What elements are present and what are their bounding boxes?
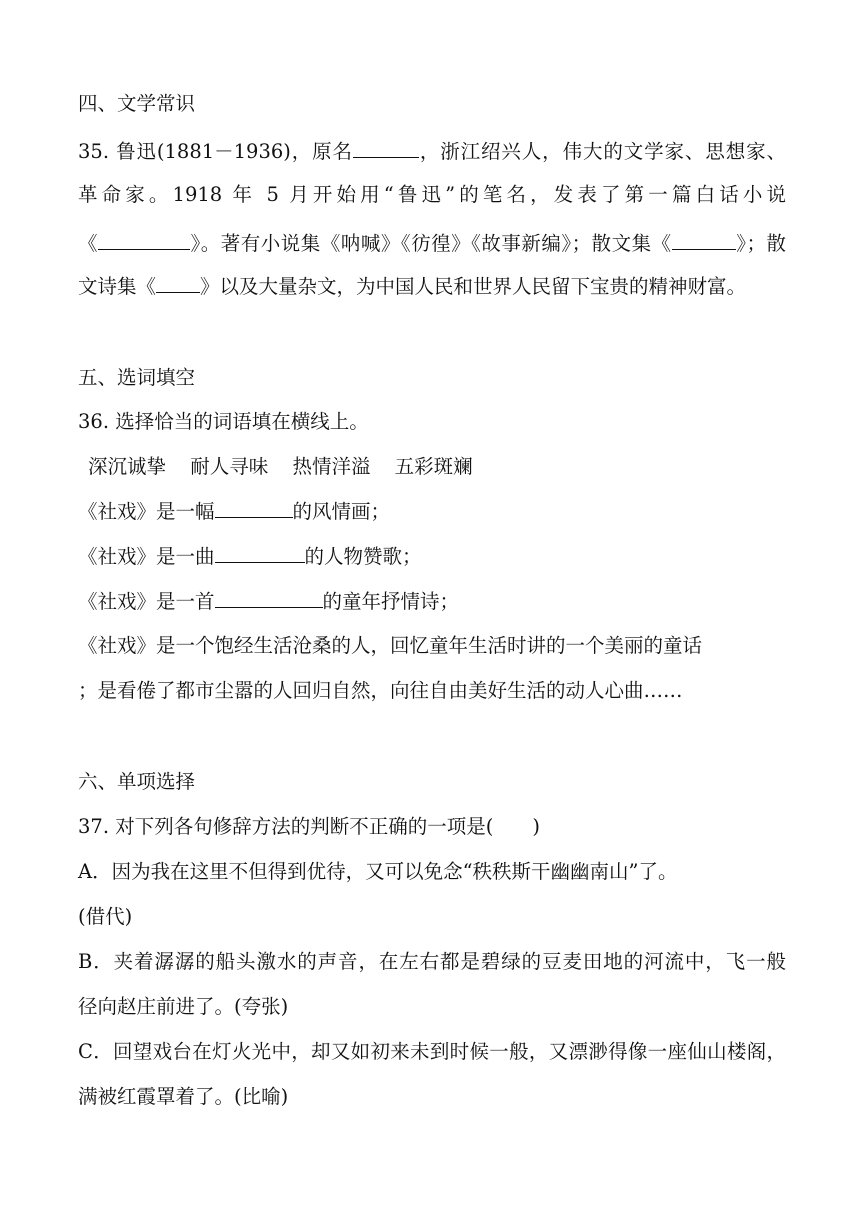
option-b-line-2: 径向赵庄前进了。(夸张) [78,995,289,1018]
word-bank [88,453,796,481]
sentence-1 [78,497,786,526]
word-option: 热情洋溢 [292,455,371,478]
section-heading-word-fill: 五、选词填空 [78,366,196,389]
answer-blank[interactable] [98,229,190,250]
question-text: 选择恰当的词语填在横线上。 [115,410,369,433]
sentence-text: 的童年抒情诗； [322,590,460,613]
question-number: 37. [78,815,110,838]
word-option: 耐人寻味 [190,455,269,478]
question-text: ，浙江绍兴人，伟大的文学家、思想家、 [418,140,786,163]
question-text: 》以及大量杂文，为中国人民和世界人民留下宝贵的精神财富。 [200,275,747,298]
sentence-text: 《社戏》是一首 [78,590,215,613]
question-35-line-2: 革命家。1918 年 5 月开始用“鲁迅”的笔名，发表了第一篇白话小说 [78,183,786,206]
question-text: 》；散 [735,232,786,255]
word-option: 五彩斑斓 [394,455,473,478]
question-text: 》。著有小说集《呐喊》《彷徨》《故事新编》；散文集《 [190,232,672,255]
option-c-line-2: 满被红霞罩着了。(比喻) [78,1085,289,1108]
question-number: 36. [78,410,110,433]
sentence-2 [78,542,786,571]
question-text: 对下列各句修辞方法的判断不正确的一项是( ) [115,815,540,838]
answer-blank[interactable] [156,272,200,293]
answer-blank[interactable] [353,137,419,158]
sentence-text: 的人物赞歌； [304,545,422,568]
section-heading-literature: 四、文学常识 [78,92,196,115]
answer-blank[interactable] [215,497,293,518]
option-a-line-2: (借代) [78,905,133,928]
option-c-line-1: C．回望戏台在灯火光中，却又如初来未到时候一般，又漂渺得像一座仙山楼阁， [78,1040,786,1063]
word-option: 深沉诚挚 [88,455,167,478]
question-35-line-1 [78,137,786,166]
answer-blank[interactable] [215,587,323,608]
question-37-prompt [78,813,786,841]
sentence-4: 《社戏》是一个饱经生活沧桑的人，回忆童年生活时讲的一个美丽的童话 [78,634,703,657]
section-heading-single-choice: 六、单项选择 [78,770,196,793]
answer-blank[interactable] [215,542,305,563]
question-text: 《 [78,232,99,255]
sentence-text: 的风情画； [292,500,391,523]
sentence-3 [78,587,786,616]
question-text: 鲁迅(1881－1936)，原名 [116,140,353,163]
answer-blank[interactable] [672,229,736,250]
option-a-line-1: A．因为我在这里不但得到优待，又可以免念“秩秩斯干幽幽南山”了。 [78,860,678,883]
question-number: 35. [78,140,110,163]
option-b-line-1: B．夹着潺潺的船头激水的声音，在左右都是碧绿的豆麦田地的河流中，飞一般 [78,950,786,973]
sentence-text: 《社戏》是一幅 [78,500,215,523]
sentence-text: 《社戏》是一曲 [78,545,215,568]
sentence-5: ；是看倦了都市尘嚣的人回归自然，向往自由美好生活的动人心曲…… [78,679,683,702]
question-35-line-4 [78,272,786,301]
question-36-prompt [78,408,786,436]
question-text: 文诗集《 [78,275,157,298]
question-35-line-3 [78,229,786,258]
